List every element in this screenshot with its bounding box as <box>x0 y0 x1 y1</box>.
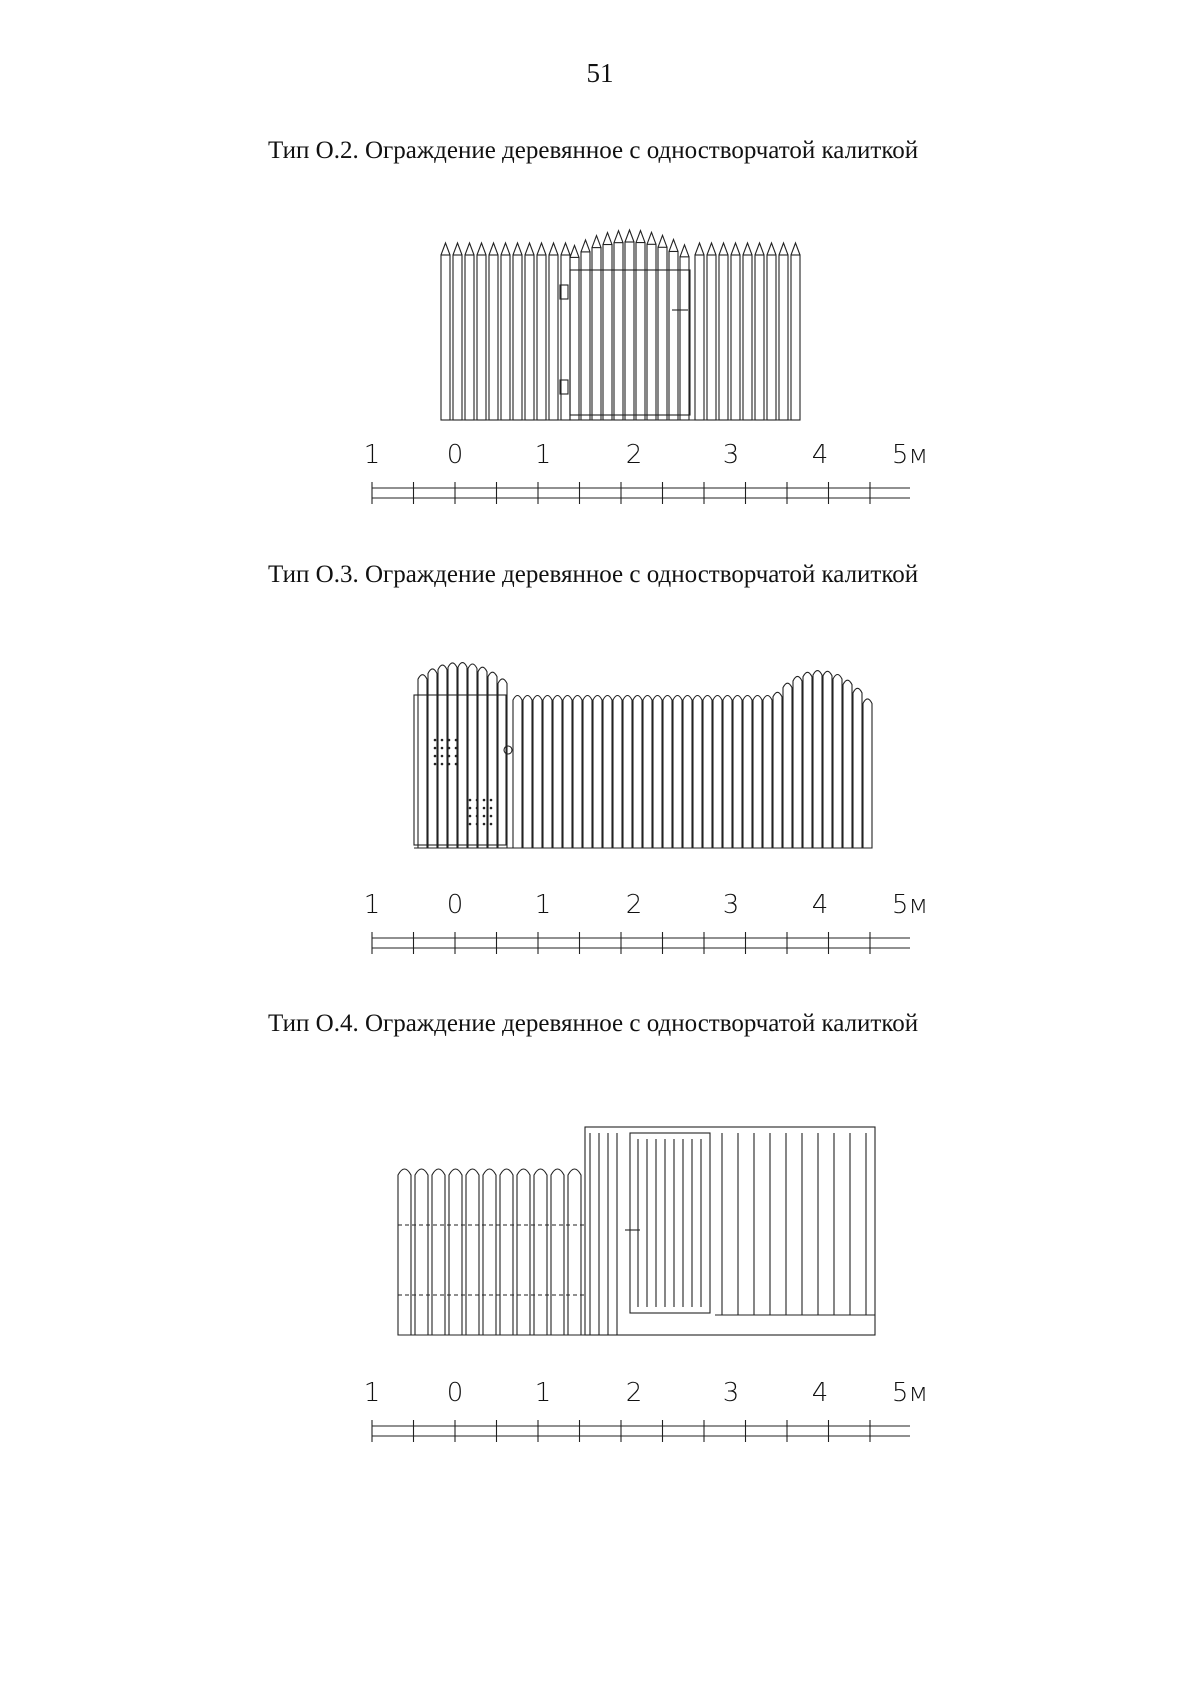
gate-ornament-dot <box>441 755 444 758</box>
fence-picket <box>534 1169 547 1335</box>
gate-picket <box>614 243 623 420</box>
fence-picket <box>453 255 462 420</box>
fence-plank <box>653 696 662 849</box>
gate-ornament-dot <box>455 763 458 766</box>
fence-picket <box>501 255 510 420</box>
gate-ornament-dot <box>434 755 437 758</box>
fence-picket <box>791 255 800 420</box>
fence-plank <box>713 696 722 849</box>
picket-tip <box>477 243 486 255</box>
picket-tip <box>489 243 498 255</box>
fence-plank <box>823 671 832 848</box>
scale-label: 1 <box>534 440 552 470</box>
gate-ornament-dot <box>469 799 472 802</box>
gate-ornament-dot <box>441 747 444 750</box>
fence-plank <box>763 696 772 849</box>
gate-ornament-dot <box>490 807 493 810</box>
picket-tip <box>581 240 590 252</box>
fence-plank <box>813 671 822 848</box>
fence-picket <box>561 255 570 420</box>
picket-tip <box>513 243 522 255</box>
fence-plank <box>603 696 612 849</box>
fence-picket <box>767 255 776 420</box>
picket-tip <box>719 243 728 255</box>
scale-label: 1 <box>534 890 552 920</box>
picket-tip <box>441 243 450 255</box>
gate-ornament-dot <box>490 823 493 826</box>
scale-label: 0 <box>446 1378 464 1408</box>
fence-picket <box>551 1169 564 1335</box>
gate-ornament-dot <box>469 815 472 818</box>
gate-picket <box>669 251 678 420</box>
scale-label: 0 <box>446 890 464 920</box>
fence-picket <box>719 255 728 420</box>
gate-ornament-dot <box>455 755 458 758</box>
scale-label: 4 <box>811 890 829 920</box>
gate-ornament-dot <box>448 763 451 766</box>
gate-plank <box>468 664 477 848</box>
gate-picket <box>625 242 634 420</box>
scale-label: 4 <box>811 440 829 470</box>
gate-ornament-dot <box>448 755 451 758</box>
gate-picket <box>592 248 601 420</box>
gate-ornament-dot <box>483 815 486 818</box>
scale-label: 5м <box>891 890 929 920</box>
fence-picket <box>779 255 788 420</box>
picket-tip <box>695 243 704 255</box>
scale-rail <box>0 480 1200 520</box>
fence-drawing-o3 <box>0 640 1200 860</box>
fence-picket <box>500 1169 513 1335</box>
gate-ornament-dot <box>476 807 479 810</box>
fence-plank <box>853 688 862 848</box>
fence-plank <box>863 699 872 848</box>
fence-picket <box>755 255 764 420</box>
fence-picket <box>489 255 498 420</box>
fence-plank <box>523 696 532 849</box>
fence-picket <box>441 255 450 420</box>
picket-tip <box>669 239 678 251</box>
fence-picket <box>465 255 474 420</box>
fence-plank <box>563 696 572 849</box>
scale-rail <box>0 1418 1200 1458</box>
fence-plank <box>623 696 632 849</box>
gate-frame <box>570 270 690 415</box>
picket-tip <box>647 232 656 244</box>
scale-label: 2 <box>625 890 643 920</box>
high-fence-frame <box>585 1127 875 1335</box>
scale-label: 1 <box>363 1378 381 1408</box>
picket-tip <box>625 230 634 242</box>
fence-picket <box>466 1169 479 1335</box>
fence-drawing-o2 <box>0 230 1200 430</box>
fence-plank <box>513 696 522 849</box>
gate-picket <box>570 257 579 420</box>
gate-picket <box>581 252 590 420</box>
fence-plank <box>683 696 692 849</box>
fence-picket <box>477 255 486 420</box>
scale-label: 4 <box>811 1378 829 1408</box>
gate-ornament-dot <box>441 763 444 766</box>
section-title-o4: Тип О.4. Ограждение деревянное с одностворчатой калиткой <box>268 1010 919 1037</box>
fence-plank <box>633 696 642 849</box>
picket-tip <box>743 243 752 255</box>
gate-ornament-dot <box>434 763 437 766</box>
gate-ornament-dot <box>434 739 437 742</box>
fence-picket <box>695 255 704 420</box>
fence-plank <box>583 696 592 849</box>
picket-tip <box>525 243 534 255</box>
gate-picket <box>636 243 645 420</box>
scale-label: 0 <box>446 440 464 470</box>
fence-plank <box>643 696 652 849</box>
fence-picket <box>743 255 752 420</box>
fence-plank <box>833 675 842 849</box>
fence-plank <box>753 696 762 849</box>
gate-ornament-dot <box>469 807 472 810</box>
gate-ornament-dot <box>448 739 451 742</box>
picket-tip <box>614 231 623 243</box>
scale-label: 3 <box>722 440 740 470</box>
fence-plank <box>553 696 562 849</box>
scale-label: 1 <box>363 440 381 470</box>
fence-picket <box>398 1169 411 1335</box>
picket-tip <box>680 245 689 257</box>
fence-picket <box>517 1169 530 1335</box>
picket-tip <box>453 243 462 255</box>
picket-tip <box>592 236 601 248</box>
fence-plank <box>613 696 622 849</box>
picket-tip <box>603 233 612 245</box>
picket-tip <box>755 243 764 255</box>
section-title-o2: Тип О.2. Ограждение деревянное с одностворчатой калиткой <box>268 137 919 164</box>
picket-tip <box>658 235 667 247</box>
gate-ornament-dot <box>455 747 458 750</box>
gate-frame <box>630 1133 710 1313</box>
picket-tip <box>570 245 579 257</box>
gate-picket <box>680 257 689 420</box>
picket-tip <box>561 243 570 255</box>
gate-plank <box>488 672 497 848</box>
gate-ornament-dot <box>490 799 493 802</box>
scale-label: 1 <box>534 1378 552 1408</box>
fence-plank <box>743 696 752 849</box>
gate-ornament-dot <box>469 823 472 826</box>
picket-tip <box>791 243 800 255</box>
fence-picket <box>707 255 716 420</box>
fence-picket <box>568 1169 581 1335</box>
fence-drawing-o4 <box>0 1115 1200 1345</box>
fence-plank <box>723 696 732 849</box>
picket-tip <box>465 243 474 255</box>
gate-ornament-dot <box>455 739 458 742</box>
fence-picket <box>549 255 558 420</box>
scale-label: 5м <box>891 440 929 470</box>
gate-ornament-dot <box>434 747 437 750</box>
gate-plank <box>428 669 437 848</box>
picket-tip <box>731 243 740 255</box>
scale-rail <box>0 930 1200 970</box>
scale-label: 3 <box>722 1378 740 1408</box>
scale-label: 5м <box>891 1378 929 1408</box>
gate-ornament-dot <box>476 823 479 826</box>
fence-plank <box>593 696 602 849</box>
fence-plank <box>843 680 852 848</box>
gate-ornament-dot <box>490 815 493 818</box>
gate-ornament-dot <box>476 799 479 802</box>
picket-tip <box>549 243 558 255</box>
gate-ornament-dot <box>441 739 444 742</box>
picket-tip <box>707 243 716 255</box>
fence-plank <box>733 696 742 849</box>
gate-plank <box>478 667 487 848</box>
scale-label: 3 <box>722 890 740 920</box>
fence-picket <box>537 255 546 420</box>
fence-picket <box>483 1169 496 1335</box>
gate-ornament-dot <box>476 815 479 818</box>
gate-ornament-dot <box>448 747 451 750</box>
scale-label: 1 <box>363 890 381 920</box>
fence-picket <box>513 255 522 420</box>
fence-plank <box>693 696 702 849</box>
picket-tip <box>636 231 645 243</box>
page-number: 51 <box>586 58 614 88</box>
fence-picket <box>449 1169 462 1335</box>
section-title-o3: Тип О.3. Ограждение деревянное с одностворчатой калиткой <box>268 561 919 588</box>
gate-handle <box>504 746 512 754</box>
scale-label: 2 <box>625 1378 643 1408</box>
fence-plank <box>533 696 542 849</box>
gate-ornament-dot <box>483 799 486 802</box>
picket-tip <box>779 243 788 255</box>
fence-plank <box>543 696 552 849</box>
fence-plank <box>793 676 802 848</box>
gate-picket <box>647 244 656 420</box>
gate-plank <box>418 675 427 848</box>
fence-plank <box>803 672 812 848</box>
gate-ornament-dot <box>483 807 486 810</box>
fence-plank <box>663 696 672 849</box>
fence-picket <box>432 1169 445 1335</box>
gate-picket <box>603 245 612 420</box>
fence-plank <box>773 692 782 848</box>
fence-plank <box>703 696 712 849</box>
fence-picket <box>415 1169 428 1335</box>
fence-plank <box>673 696 682 849</box>
picket-tip <box>501 243 510 255</box>
gate-ornament-dot <box>483 823 486 826</box>
fence-picket <box>731 255 740 420</box>
fence-plank <box>783 683 792 848</box>
picket-tip <box>767 243 776 255</box>
fence-picket <box>525 255 534 420</box>
gate-picket <box>658 247 667 420</box>
scale-label: 2 <box>625 440 643 470</box>
gate-plank <box>458 663 467 848</box>
fence-plank <box>573 696 582 849</box>
picket-tip <box>537 243 546 255</box>
